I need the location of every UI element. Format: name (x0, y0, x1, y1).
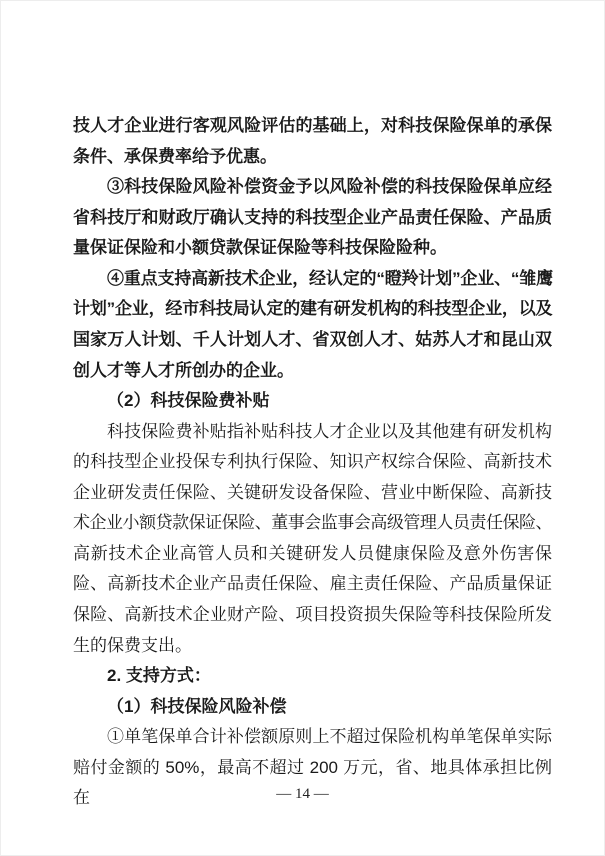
document-line: 术企业小额贷款保证保险、董事会监事会高级管理人员责任保险、 (73, 513, 552, 533)
document-line: 赔付金额的 50%，最高不超过 200 万元，省、地具体承担比例在 (73, 757, 552, 808)
document-line: ③科技保险风险补偿资金予以风险补偿的科技保险保单应经 (107, 177, 552, 197)
document-line: 省科技厅和财政厅确认支持的科技型企业产品责任保险、产品质 (73, 207, 552, 227)
document-line: 高新技术企业高管人员和关键研发人员健康保险及意外伤害保 (73, 543, 552, 563)
document-line: 量保证保险和小额贷款保证保险等科技保险险种。 (73, 238, 447, 258)
document-line: 国家万人计划、千人计划人才、省双创人才、姑苏人才和昆山双 (73, 329, 552, 349)
document-line: （1）科技保险风险补偿 (107, 696, 287, 716)
document-line: 条件、承保费率给予优惠。 (73, 146, 277, 166)
document-line: 技人才企业进行客观风险评估的基础上，对科技保险保单的承保 (73, 116, 552, 135)
document-line: 科技保险费补贴指补贴科技人才企业以及其他建有研发机构 (107, 421, 552, 441)
document-line: ④重点支持高新技术企业，经认定的“瞪羚计划”企业、“雏鹰 (107, 268, 552, 288)
document-line: 2. 支持方式： (107, 666, 211, 686)
document-line: 计划”企业，经市科技局认定的建有研发机构的科技型企业，以及 (73, 299, 552, 319)
document-line: ①单笔保单合计补偿额原则上不超过保险机构单笔保单实际 (107, 727, 552, 747)
document-line: 保险、高新技术企业财产险、项目投资损失保险等科技保险所发 (73, 605, 552, 624)
document-line: 险、高新技术企业产品责任保险、雇主责任保险、产品质量保证 (73, 574, 552, 594)
document-line: 生的保费支出。 (73, 635, 192, 655)
document-line: 企业研发责任保险、关键研发设备保险、营业中断保险、高新技 (73, 482, 552, 502)
page-number: — 14 — (276, 786, 329, 802)
document-line: 创人才等人才所创办的企业。 (73, 360, 294, 380)
document-line: （2）科技保险费补贴 (107, 391, 270, 411)
document-line: 的科技型企业投保专利执行保险、知识产权综合保险、高新技术 (73, 452, 552, 472)
